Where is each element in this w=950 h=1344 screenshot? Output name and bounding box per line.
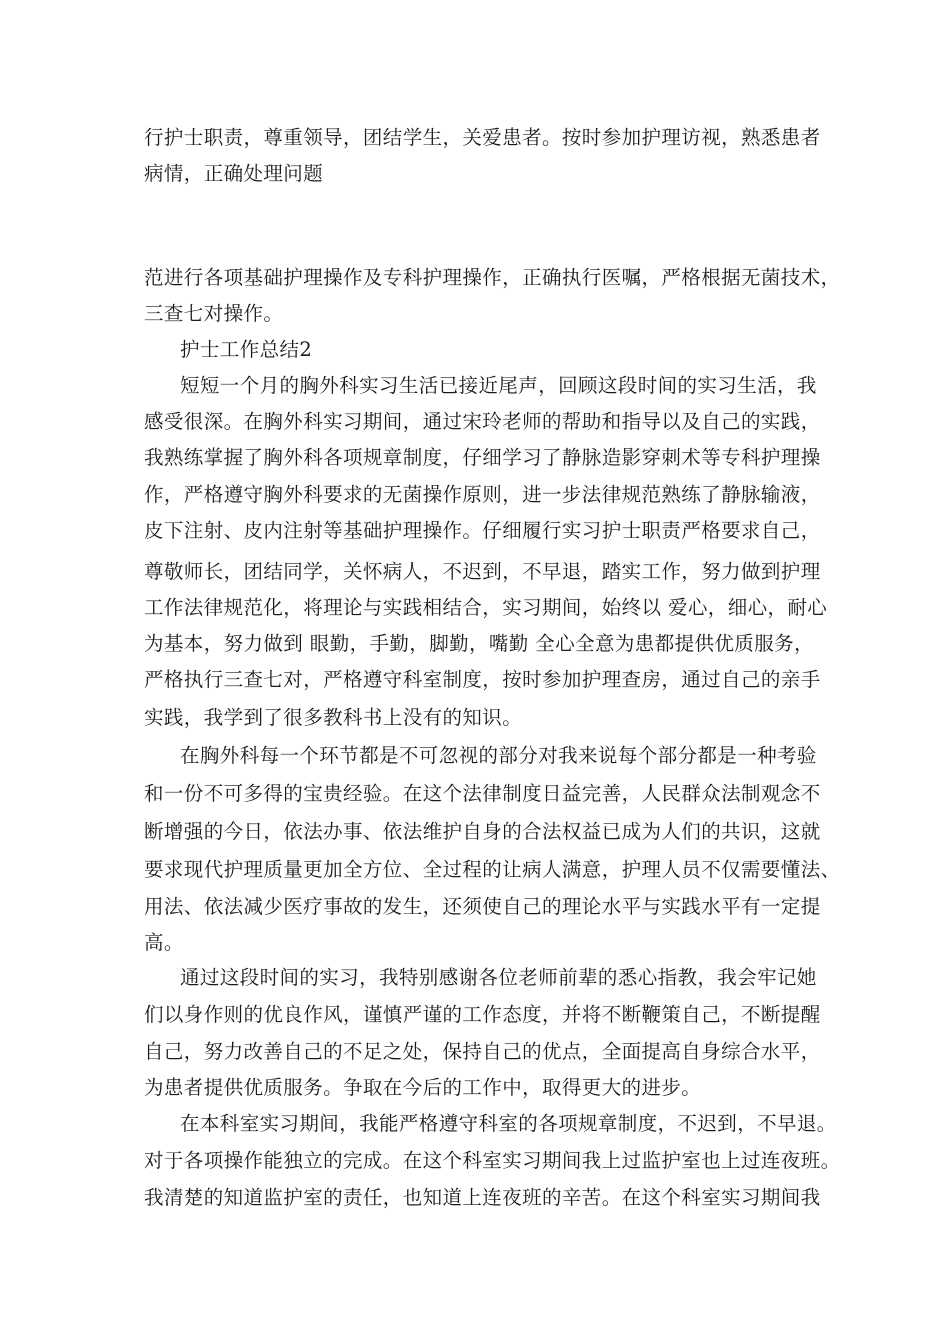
text-line: 为患者提供优质服务。争取在今后的工作中，取得更大的进步。 [144,1076,702,1099]
text-line: 尊敬师长，团结同学，关怀病人，不迟到，不早退，踏实工作，努力做到护理 [144,560,821,583]
text-line: 在本科室实习期间，我能严格遵守科室的各项规章制度，不迟到，不早退。 [180,1112,837,1135]
text-line: 短短一个月的胸外科实习生活已接近尾声，回顾这段时间的实习生活，我 [180,374,817,397]
text-line: 感受很深。在胸外科实习期间，通过宋玲老师的帮助和指导以及自己的实践， [144,410,821,433]
text-line: 通过这段时间的实习，我特别感谢各位老师前辈的悉心指教，我会牢记她 [180,966,817,989]
text-line: 病情，正确处理问题 [144,162,324,185]
section-heading: 护士工作总结2 [180,338,313,361]
text-line: 和一份不可多得的宝贵经验。在这个法律制度日益完善，人民群众法制观念不 [144,782,821,805]
text-line: 们以身作则的优良作风，谨慎严谨的工作态度，并将不断鞭策自己，不断提醒 [144,1003,821,1026]
text-line: 作，严格遵守胸外科要求的无菌操作原则，进一步法律规范熟练了静脉输液， [144,483,821,506]
text-line: 三查七对操作。 [144,302,284,325]
text-line: 行护士职责，尊重领导，团结学生，关爱患者。按时参加护理访视，熟悉患者 [144,126,821,149]
text-line: 在胸外科每一个环节都是不可忽视的部分对我来说每个部分都是一种考验 [180,744,817,767]
text-line: 我清楚的知道监护室的责任，也知道上连夜班的辛苦。在这个科室实习期间我 [144,1186,821,1209]
text-line: 我熟练掌握了胸外科各项规章制度，仔细学习了静脉造影穿刺术等专科护理操 [144,446,821,469]
text-line: 用法、依法减少医疗事故的发生，还须使自己的理论水平与实践水平有一定提 [144,895,821,918]
text-line: 高。 [144,931,184,954]
text-line: 要求现代护理质量更加全方位、全过程的让病人满意，护理人员不仅需要懂法、 [144,858,841,881]
text-line: 为基本，努力做到 眼勤，手勤，脚勤，嘴勤 全心全意为患都提供优质服务， [144,632,814,655]
text-line: 工作法律规范化，将理论与实践相结合，实习期间，始终以 爱心，细心，耐心 [144,596,828,619]
text-line: 严格执行三查七对，严格遵守科室制度，按时参加护理查房，通过自己的亲手 [144,668,821,691]
text-line: 对于各项操作能独立的完成。在这个科室实习期间我上过监护室也上过连夜班。 [144,1149,841,1172]
text-line: 断增强的今日，依法办事、依法维护自身的合法权益已成为人们的共识，这就 [144,820,821,843]
text-line: 皮下注射、皮内注射等基础护理操作。仔细履行实习护士职责严格要求自己， [144,519,821,542]
text-line: 范进行各项基础护理操作及专科护理操作，正确执行医嘱，严格根据无菌技术， [144,266,841,289]
text-line: 实践，我学到了很多教科书上没有的知识。 [144,706,523,729]
text-line: 自己，努力改善自己的不足之处，保持自己的优点，全面提高自身综合水平， [144,1040,821,1063]
